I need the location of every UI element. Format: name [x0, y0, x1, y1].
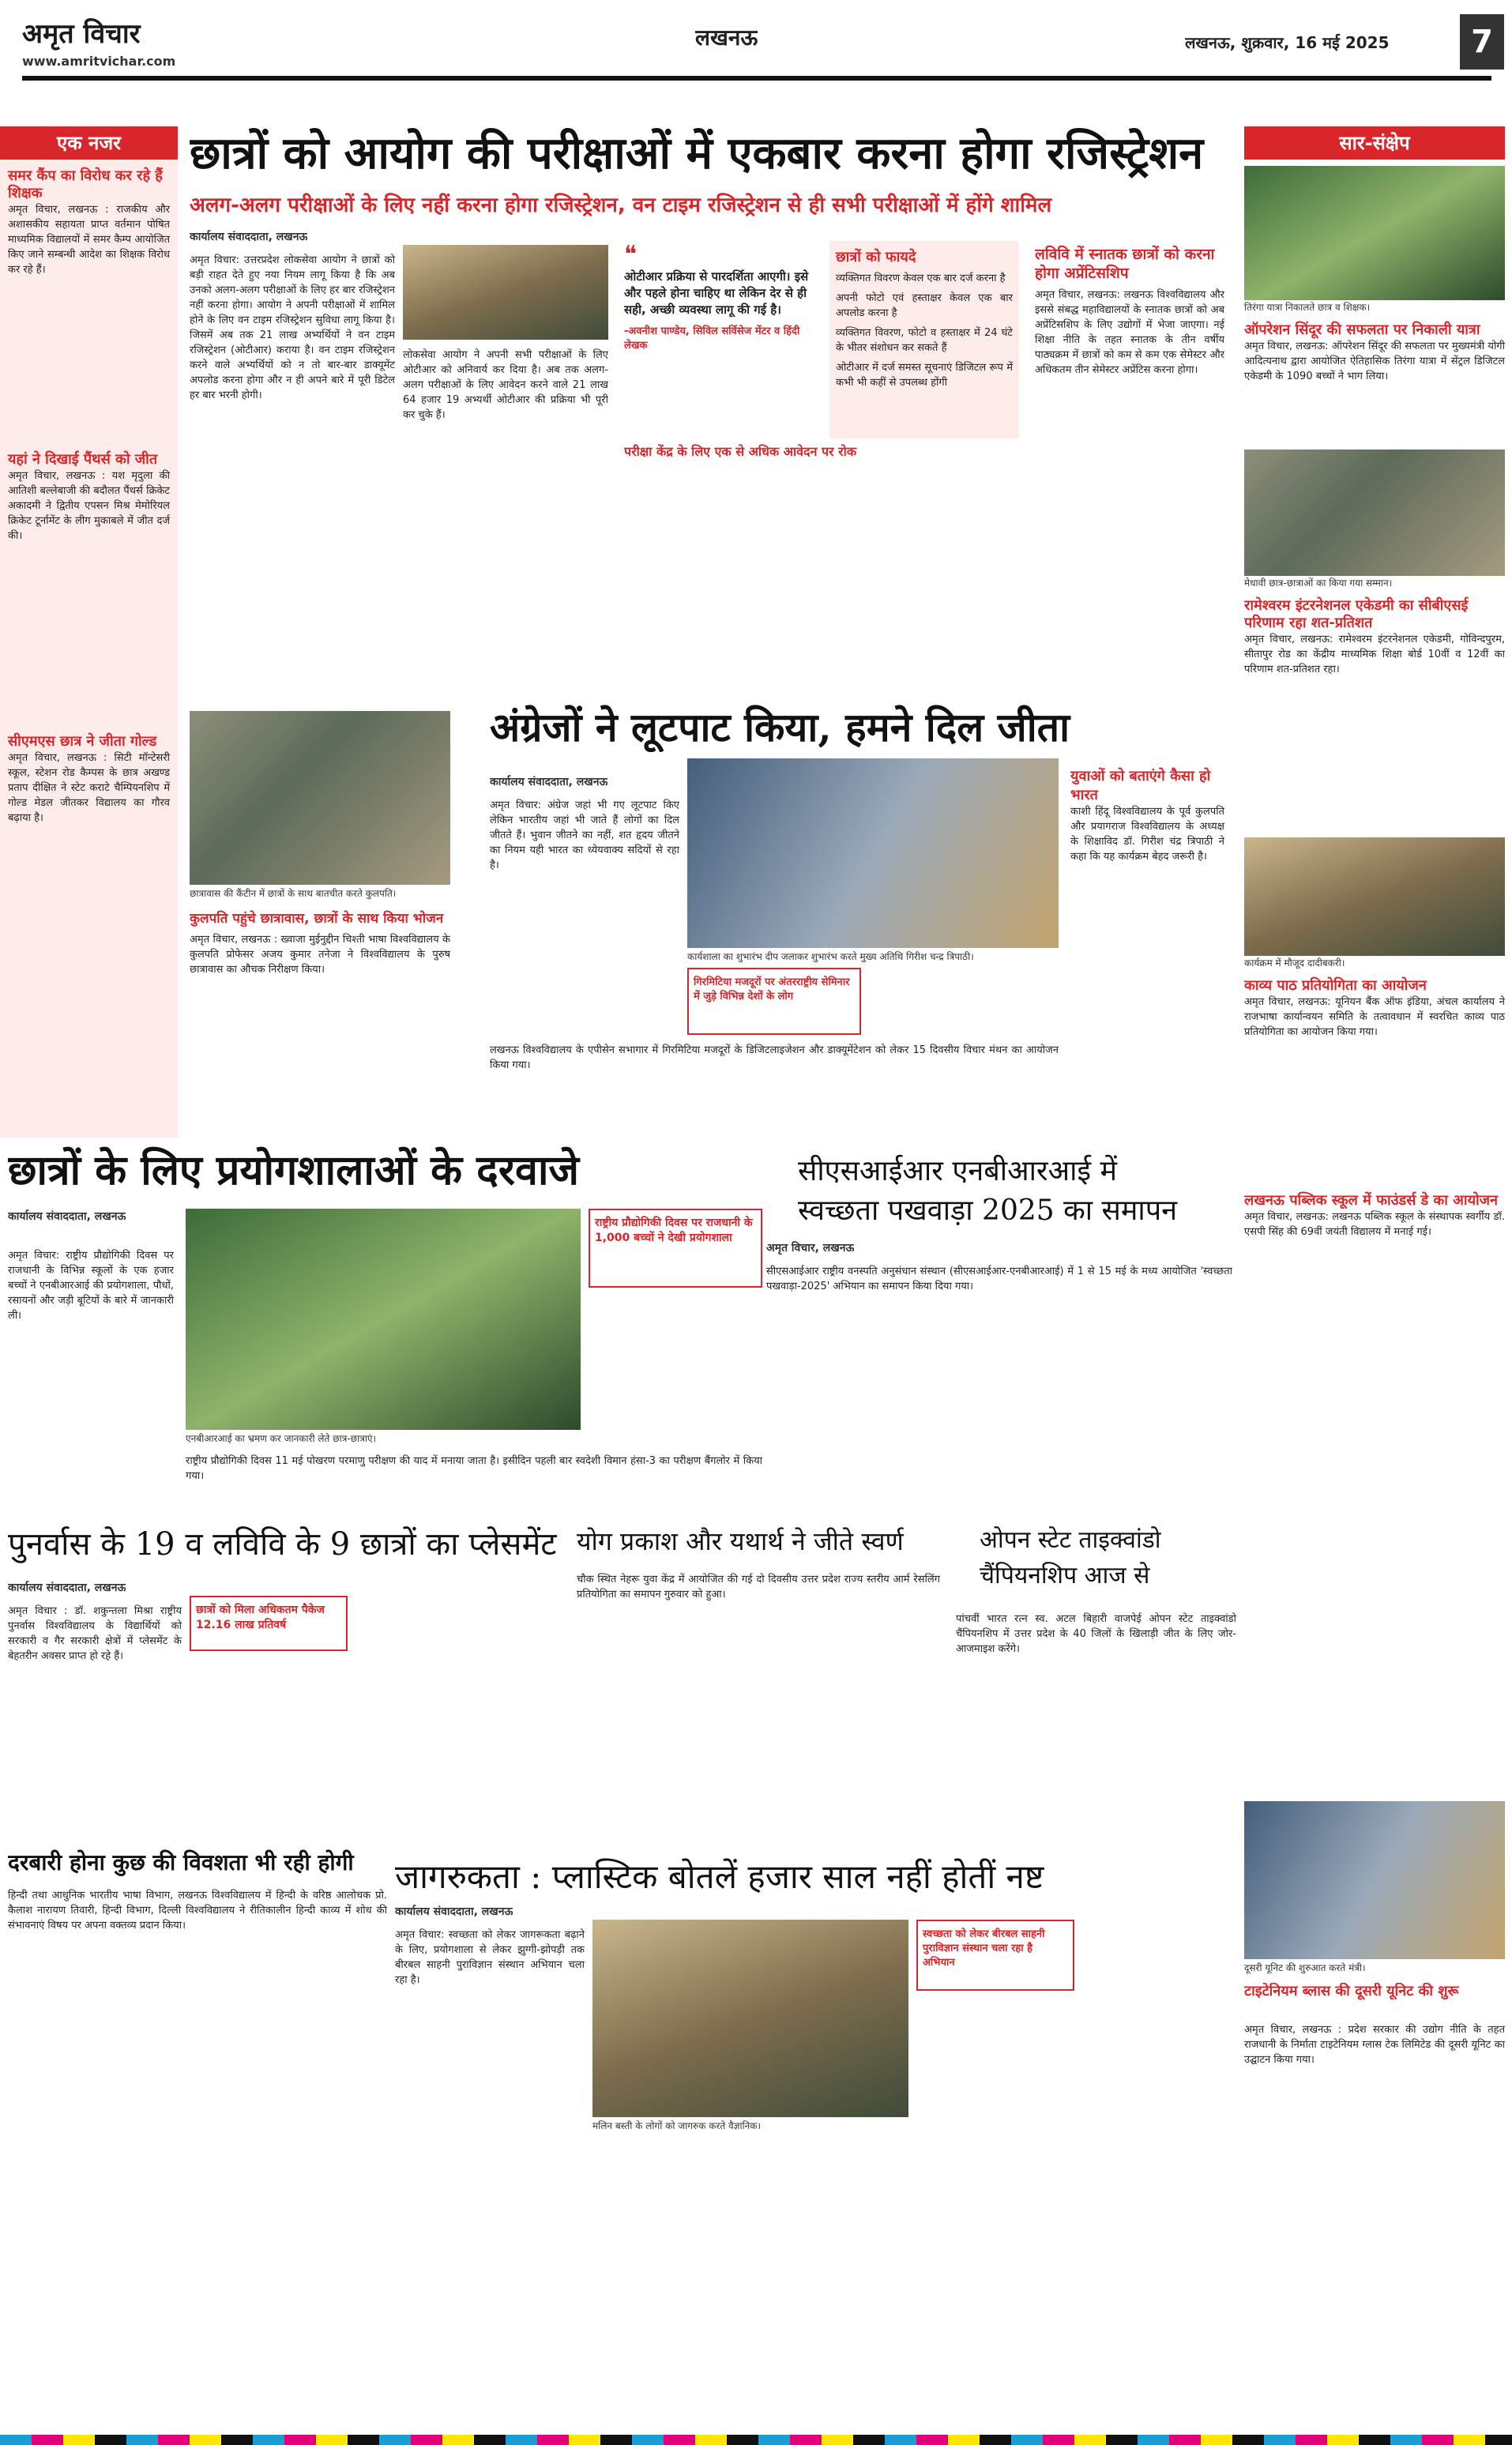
benefit-item: ओटीआर में दर्ज समस्त सूचनाएं डिजिटल रूप में कभी भी कहीं से उपलब्ध होंगी — [836, 362, 1013, 389]
youth-body: काशी हिंदू विश्वविद्यालय के पूर्व कुलपति और प्रयागराज विश्वविद्यालय के अध्यक्ष के शिक्षाविद डॉ. गिरीश चंद्र त्रिपाठी ने कहा कि यह कार्यक्रम बेहद जरूरी है। — [1070, 806, 1224, 863]
right-item-title: टाइटेनियम ब्लास की दूसरी यूनिट की शुरू — [1244, 1983, 1459, 1999]
lead-headline: छात्रों को आयोग की परीक्षाओं में एकबार करना होगा रजिस्ट्रेशन — [190, 127, 1204, 179]
masthead-rule — [22, 76, 1491, 81]
right-item-title: रामेश्वरम इंटरनेशनल एकेडमी का सीबीएसई परिणाम रहा शत-प्रतिशत — [1244, 597, 1469, 631]
story9-headline: जागरुकता : प्लास्टिक बोतलें हजार साल नहीं होतीं नष्ट — [395, 1857, 1044, 1896]
story8-body: हिन्दी तथा आधुनिक भारतीय भाषा विभाग, लखनऊ विश्वविद्यालय में हिन्दी के वरिष्ठ आलोचक प्रो. कैलाश नारायण तिवारी, हिन्दी विभाग, दिल्ली विश्वविद्यालय ने रीतिकालीन हिन्दी काव्य में शोध की संभावनाएं विषय पर अपना वक्तव्य प्रदान किया। — [8, 1890, 387, 1932]
lead-body-2: लोकसेवा आयोग ने अपनी सभी परीक्षाओं के लिए ओटीआर को अनिवार्य कर दिया है। अब तक अलग-अलग परीक्षाओं के लिए आवेदन करने वाले 21 लाख 64 हजार 19 अभ्यर्थी ओटीआर की प्रक्रिया भी पूरी कर चुके हैं। — [403, 349, 608, 421]
left-item-title: यहां ने दिखाई पैंथर्स को जीत — [8, 451, 158, 468]
hostel-body: अमृत विचार, लखनऊ : ख्वाजा मुईनुद्दीन चिश्ती भाषा विश्वविद्यालय के कुलपति प्रोफेसर अजय कुमार तनेजा ने विश्वविद्यालय के पुरुष छात्रावास का औचक निरीक्षण किया। — [190, 934, 450, 976]
program-photo — [1244, 837, 1505, 956]
hostel-photo-caption: छात्रावास की कैंटीन में छात्रों के साथ बातचीत करते कुलपति। — [190, 886, 450, 900]
right-item-body: अमृत विचार, लखनऊ: लखनऊ पब्लिक स्कूल के संस्थापक स्वर्गीय डॉ. एसपी सिंह की 69वीं जयंती विद्यालय में मनाई गई। — [1244, 1211, 1505, 1238]
story9-byline: कार्यालय संवाददाता, लखनऊ — [395, 1905, 513, 1918]
story6-body: चौक स्थित नेहरू युवा केंद्र में आयोजित की गई दो दिवसीय उत्तर प्रदेश राज्य स्तरीय आर्म रेसलिंग प्रतियोगिता का समापन गुरुवार को हुआ। — [577, 1574, 940, 1601]
right-item-title: ऑपरेशन सिंदूर की सफलता पर निकाली यात्रा — [1244, 322, 1480, 338]
story9-box-title: स्वच्छता को लेकर बीरबल साहनी पुराविज्ञान संस्थान चला रहा है अभियान — [923, 1928, 1045, 1969]
nbri-photo-caption: एनबीआरआई का भ्रमण कर जानकारी लेते छात्र-छात्राएं। — [186, 1431, 581, 1445]
story3-body: अमृत विचार: राष्ट्रीय प्रौद्योगिकी दिवस पर राजधानी के विभिन्न स्कूलों के एक हजार बच्चों ने एनबीआरआई की प्रयोगशाला, पौधों, रसायनों और जड़ी बूटियों के बारे में जानकारी ली। — [8, 1250, 174, 1322]
quote-icon: ❝ — [624, 241, 638, 269]
story4-headline: सीएसआईआर एनबीआरआई में — [798, 1155, 1118, 1187]
story4-body: सीएसआईआर राष्ट्रीय वनस्पति अनुसंधान संस्थान (सीएसआईआर-एनबीआरआई) में 1 से 15 मई के मध्य आयोजित 'स्वच्छता पखवाड़ा-2025' अभियान का समापन किया दिया गया। — [766, 1266, 1232, 1292]
benefits-title: छात्रों को फायदे — [836, 249, 916, 265]
edition-date: लखनऊ, शुक्रवार, 16 मई 2025 — [1185, 33, 1390, 52]
right-item-body: अमृत विचार, लखनऊ: ऑपरेशन सिंदूर की सफलता पर मुख्यमंत्री योगी आदित्यनाथ द्वारा आयोजित ऐतिहासिक तिरंगा यात्रा में सेंट्रल डिजिटल एकेडमी के 1090 बच्चों ने भाग लिया। — [1244, 340, 1505, 382]
right-item-title: लखनऊ पब्लिक स्कूल में फाउंडर्स डे का आयोजन — [1244, 1192, 1499, 1209]
section-city: लखनऊ — [695, 24, 758, 51]
meritorious-photo — [1244, 450, 1505, 576]
story7-headline-2: चैंपियनशिप आज से — [980, 1562, 1150, 1589]
lead-quote: ओटीआर प्रक्रिया से पारदर्शिता आएगी। इसे और पहले होना चाहिए था लेकिन देर से ही सही, अच्छी व्यवस्था लागू की गई है। — [624, 269, 809, 317]
left-item-body: अमृत विचार, लखनऊ : राजकीय और अशासकीय सहायता प्राप्त वर्तमान पोषित माध्यमिक विद्यालयों में समर कैम्प आयोजित किए जाने सम्बन्धी आदेश का शिक्षक विरोध कर रहे हैं। — [8, 204, 170, 276]
slum-photo — [592, 1920, 908, 2117]
nbri-photo — [186, 1209, 581, 1430]
benefits-box — [829, 241, 1019, 438]
story7-body: पांचवीं भारत रत्न स्व. अटल बिहारी वाजपेई ओपन स्टेट ताइक्वांडो चैंपियनशिप में उत्तर प्रदेश के 40 जिलों के खिलाड़ी जीत के लिए जोर-आजमाइश करेंगे। — [956, 1613, 1236, 1655]
unit-photo — [1244, 1801, 1505, 1959]
meritorious-caption: मेधावी छात्र-छात्राओं का किया गया सम्मान। — [1244, 576, 1505, 589]
unit-caption: दूसरी यूनिट की शुरुआत करते मंत्री। — [1244, 1961, 1505, 1974]
left-column-head: एक नजर — [0, 126, 178, 160]
tiranga-caption: तिरंगा यात्रा निकालते छात्र व शिक्षक। — [1244, 300, 1505, 314]
story5-box — [190, 1596, 348, 1651]
masthead-logo[interactable] — [22, 14, 188, 70]
tiranga-photo — [1244, 166, 1505, 300]
lead-subhead-2: परीक्षा केंद्र के लिए एक से अधिक आवेदन पर रोक — [624, 444, 857, 459]
story4-headline-2: स्वच्छता पखवाड़ा 2025 का समापन — [798, 1194, 1178, 1227]
story8-headline: दरबारी होना कुछ की विवशता भी रही होगी — [8, 1849, 354, 1875]
story3-body-2: राष्ट्रीय प्रौद्योगिकी दिवस 11 मई पोखरण परमाणु परीक्षण की याद में मनाया जाता है। इसीदिन पहली बार स्वदेशी विमान हंसा-3 का परीक्षण बैंगलोर में किया गया। — [186, 1455, 762, 1482]
girmitiya-title: गिरमिटिया मजदूरों पर अंतरराष्ट्रीय सेमिनार में जुड़े विभिन्न देशों के लोग — [694, 976, 850, 1002]
slum-photo-caption: मलिन बस्ती के लोगों को जागरुक करते वैज्ञानिक। — [592, 2119, 908, 2132]
program-caption: कार्यक्रम में मौजूद दादीबकरी। — [1244, 956, 1505, 969]
story5-byline: कार्यालय संवाददाता, लखनऊ — [8, 1582, 126, 1594]
commission-photo — [403, 245, 608, 340]
story5-box-title: छात्रों को मिला अधिकतम पैकेज 12.16 लाख प्रतिवर्ष — [196, 1604, 325, 1631]
lead-quote-author: -अवनीश पाण्डेय, सिविल सर्विसेज मेंटर व हिंदी लेखक — [624, 325, 800, 352]
story4-byline: अमृत विचार, लखनऊ — [766, 1242, 855, 1254]
benefit-item: अपनी फोटो एवं हस्ताक्षर केवल एक बार अपलोड करना है — [836, 292, 1013, 319]
story3-headline: छात्रों के लिए प्रयोगशालाओं के दरवाजे — [8, 1146, 579, 1194]
right-item-title: काव्य पाठ प्रतियोगिता का आयोजन — [1244, 977, 1427, 994]
apprentice-title: लविवि में स्नातक छात्रों को करना होगा अप्रेंटिसशिप — [1035, 246, 1215, 282]
right-item-body: अमृत विचार, लखनऊ : प्रदेश सरकार की उद्योग नीति के तहत राजधानी के निर्माता टाइटेनियम ग्लास टेक लिमिटेड की दूसरी यूनिट का उद्घाटन किया गया। — [1244, 2024, 1505, 2066]
right-column-head: सार-संक्षेप — [1244, 126, 1505, 160]
story6-headline: योग प्रकाश और यथार्थ ने जीते स्वर्ण — [577, 1526, 904, 1556]
story2-byline: कार्यालय संवाददाता, लखनऊ — [490, 776, 608, 788]
lead-body: अमृत विचार: उत्तरप्रदेश लोकसेवा आयोग ने छात्रों को बड़ी राहत देते हुए नया नियम लागू किया है कि अब उनको अलग-अलग परीक्षाओं के लिए हर बार रजिस्ट्रेशन नहीं करना होगा। आयोग ने अपनी परीक्षाओं में शामिल होने के लिए वन टाइम रजिस्ट्रेशन सुविधा लागू किया है। जिसमें अब तक 21 लाख अभ्यर्थियों ने वन टाइम रजिस्ट्रेशन (ओटीआर) कराया है। वन टाइम रजिस्ट्रेशन करने वाले अभ्यर्थियों को न तो बार-बार डाक्यूमेंट अपलोड करना होगा और न ही अपने बारे में पूरी डिटेल हर बार भरनी होगी। — [190, 254, 395, 401]
youth-box — [1070, 766, 1224, 1098]
story2-headline: अंग्रेजों ने लूटपाट किया, हमने दिल जीता — [490, 704, 1070, 750]
right-item-body: अमृत विचार, लखनऊ: यूनियन बैंक ऑफ इंडिया, अंचल कार्यालय ने राजभाषा कार्यान्वयन समिति के तत्वावधान में स्वरचित काव्य पाठ प्रतियोगिता का आयोजन किया गया। — [1244, 996, 1505, 1038]
story5-headline: पुनर्वास के 19 व लविवि के 9 छात्रों का प्लेसमेंट — [8, 1526, 557, 1563]
print-color-bar — [0, 2435, 1512, 2445]
youth-title: युवाओं को बताएंगे कैसा हो भारत — [1070, 768, 1211, 803]
story3-byline: कार्यालय संवाददाता, लखनऊ — [8, 1210, 126, 1223]
benefit-item: व्यक्तिगत विवरण, फोटो व हस्ताक्षर में 24 घंटे के भीतर संशोधन कर सकते हैं — [836, 327, 1013, 354]
hostel-title: कुलपति पहुंचे छात्रावास, छात्रों के साथ किया भोजन — [190, 911, 444, 927]
story9-body: अमृत विचार: स्वच्छता को लेकर जागरूकता बढ़ाने के लिए, प्रयोगशाला से लेकर झुग्गी-झोपड़ी तक बीरबल साहनी पुराविज्ञान संस्थान अभियान चला रहा है। — [395, 1929, 585, 1986]
story7-headline: ओपन स्टेट ताइक्वांडो — [980, 1526, 1161, 1554]
benefit-item: व्यक्तिगत विवरण केवल एक बार दर्ज करना है — [836, 273, 1006, 284]
story5-body: अमृत विचार : डॉ. शकुन्तला मिश्रा राष्ट्रीय पुनर्वास विश्वविद्यालय के विद्यार्थियों को सरकारी व गैर सरकारी क्षेत्रों में प्लेसमेंट के बेहतरीन अवसर प्राप्त हो रहे हैं। — [8, 1605, 182, 1662]
lead-subhead: अलग-अलग परीक्षाओं के लिए नहीं करना होगा रजिस्ट्रेशन, वन टाइम रजिस्ट्रेशन से ही सभी परीक्षाओं में होंगे शामिल — [190, 194, 1052, 217]
left-item-body: अमृत विचार, लखनऊ : सिटी मॉन्टेसरी स्कूल, स्टेशन रोड कैम्पस के छात्र अखण्ड प्रताप दीक्षित ने स्टेट कराटे चैम्पियनशिप में गोल्ड मेडल जीतकर विद्यालय का गौरव बढ़ाया है। — [8, 752, 170, 824]
seminar-photo — [687, 758, 1059, 948]
left-item-title: समर कैंप का विरोध कर रहे हैं शिक्षक — [8, 167, 163, 201]
story2-body: अमृत विचार: अंग्रेज जहां भी गए लूटपाट किए लेकिन भारतीय जहां भी जाते हैं लोगों का दिल जीतते हैं। भुवान जीतने का नहीं, शत हृदय जीतने का नियम यही भारत का ध्येयवाक्य सदियों से रहा है। — [490, 799, 679, 871]
logo-title: अमृत विचार — [22, 18, 141, 50]
page-number: 7 — [1460, 14, 1504, 70]
seminar-photo-caption: कार्यशाला का शुभारंभ दीप जलाकर शुभारंभ करते मुख्य अतिथि गिरीश चन्द्र त्रिपाठी। — [687, 950, 1059, 963]
apprentice-body: अमृत विचार, लखनऊ: लखनऊ विश्वविद्यालय और इससे संबद्ध महाविद्यालयों के स्नातक छात्रों को अब अप्रेंटिसशिप के लिए उद्योगों में भेजा जाएगा। नई शिक्षा नीति के तहत स्नातक के तीन वर्षीय पाठ्यक्रम में छात्रों को कम से कम एक सेमेस्टर और अधिकतम तीन सेमेस्टर अप्रेंटिस करना होगा। — [1035, 289, 1224, 376]
story3-box-title: राष्ट्रीय प्रौद्योगिकी दिवस पर राजधानी के 1,000 बच्चों ने देखी प्रयोगशाला — [595, 1217, 753, 1244]
right-item-body: अमृत विचार, लखनऊ: रामेश्वरम इंटरनेशनल एकेडमी, गोविन्दपुरम, सीतापुर रोड का केंद्रीय माध्यमिक शिक्षा बोर्ड 10वीं व 12वीं का परिणाम शत-प्रतिशत रहा। — [1244, 634, 1505, 675]
hostel-photo — [190, 711, 450, 885]
lead-byline: कार्यालय संवाददाता, लखनऊ — [190, 231, 308, 243]
right-column — [1244, 126, 1505, 1722]
lead-quote-box — [624, 241, 822, 438]
left-item-body: अमृत विचार, लखनऊ : यश मृदुला की आतिशी बल्लेबाजी की बदौलत पैंथर्स क्रिकेट अकादमी ने द्वितीय एपसन मिश्र मेमोरियल क्रिकेट टूर्नामेंट के लीग मुकाबले में जीत दर्ज की। — [8, 470, 170, 542]
story2-body-2: लखनऊ विश्वविद्यालय के एपीसेन सभागार में गिरमिटिया मजदूरों के डिजिटलाइजेशन और डाक्यूमेंटेशन को लेकर 15 दिवसीय विचार मंथन का आयोजन किया गया। — [490, 1044, 1059, 1071]
story9-box — [916, 1920, 1074, 1991]
left-column — [0, 126, 178, 1138]
apprentice-box — [1035, 245, 1224, 687]
girmitiya-box — [687, 968, 861, 1035]
left-item-title: सीएमएस छात्र ने जीता गोल्ड — [8, 733, 157, 750]
story3-box — [589, 1209, 762, 1288]
logo-url[interactable]: www.amritvichar.com — [22, 54, 176, 69]
